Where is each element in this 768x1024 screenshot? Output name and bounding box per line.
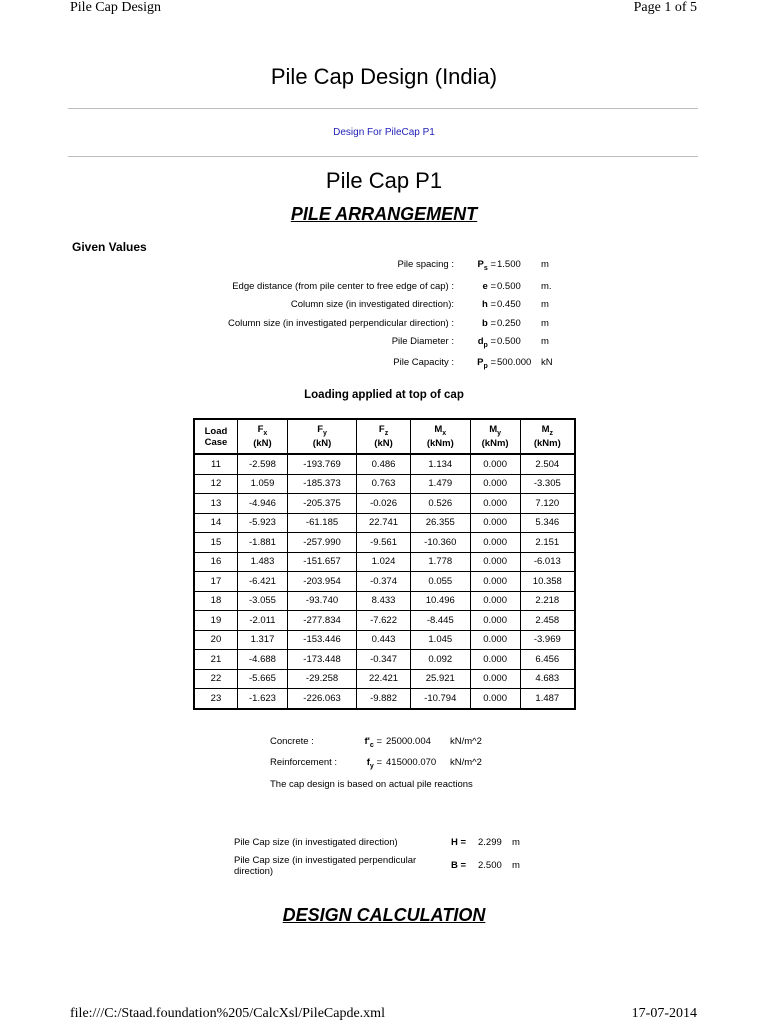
pile-arrangement-heading: PILE ARRANGEMENT bbox=[290, 204, 478, 224]
table-cell: 2.458 bbox=[520, 611, 575, 631]
table-cell: 22.741 bbox=[357, 513, 411, 533]
cap-size-b-unit: m bbox=[512, 860, 520, 871]
footer-file-path: file:///C:/Staad.foundation%205/CalcXsl/PileCapde.xml bbox=[70, 1006, 385, 1021]
footer-date: 17-07-2014 bbox=[631, 1006, 697, 1021]
given-value-label: Column size (in investigated perpendicular direction) : bbox=[227, 318, 454, 329]
given-value-unit: m bbox=[541, 259, 549, 270]
table-cell: -153.446 bbox=[288, 630, 357, 650]
table-cell: 20 bbox=[194, 630, 237, 650]
table-cell: 0.000 bbox=[470, 552, 520, 572]
table-row bbox=[194, 630, 575, 650]
table-cell: -2.011 bbox=[237, 611, 287, 631]
table-cell: 25.921 bbox=[410, 669, 470, 689]
table-cell: 17 bbox=[194, 572, 237, 592]
design-calculation-heading: DESIGN CALCULATION bbox=[282, 905, 486, 925]
table-cell: 1.134 bbox=[410, 454, 470, 474]
given-value-number: 500.000 bbox=[497, 357, 532, 368]
table-cell: 26.355 bbox=[410, 513, 470, 533]
table-row bbox=[194, 513, 575, 533]
table-cell: 0.486 bbox=[357, 454, 411, 474]
table-cell: 23 bbox=[194, 689, 237, 709]
table-cell: 0.000 bbox=[470, 533, 520, 553]
table-cell: 1.778 bbox=[410, 552, 470, 572]
table-cell: 22 bbox=[194, 669, 237, 689]
concrete-unit: kN/m^2 bbox=[450, 736, 482, 747]
table-row bbox=[194, 611, 575, 631]
table-header-cell: $F_z$ (kN) bbox=[357, 419, 411, 454]
cap-size-h-label: Pile Cap size (in investigated direction) bbox=[234, 837, 398, 848]
cap-size-b-symbol: B = bbox=[450, 860, 466, 871]
cap-size-b-label: Pile Cap size (in investigated perpendicular direction) bbox=[234, 855, 417, 877]
divider bbox=[68, 156, 698, 157]
table-cell: 4.683 bbox=[520, 669, 575, 689]
given-value-symbol: e = bbox=[482, 281, 496, 292]
table-cell: 12 bbox=[194, 474, 237, 494]
reinforcement-label: Reinforcement : bbox=[270, 757, 338, 768]
page-title: Pile Cap Design (India) bbox=[270, 64, 498, 89]
table-cell: 10.358 bbox=[520, 572, 575, 592]
table-cell: -10.794 bbox=[410, 689, 470, 709]
table-cell: -4.946 bbox=[237, 494, 287, 514]
table-cell: -10.360 bbox=[410, 533, 470, 553]
table-cell: 1.024 bbox=[357, 552, 411, 572]
table-header-cell: $M_x$ (kNm) bbox=[410, 419, 470, 454]
table-cell: -5.665 bbox=[237, 669, 287, 689]
design-basis-note: The cap design is based on actual pile reactions bbox=[270, 779, 473, 790]
table-cell: 1.045 bbox=[410, 630, 470, 650]
table-cell: -4.688 bbox=[237, 650, 287, 670]
table-cell: -0.347 bbox=[357, 650, 411, 670]
table-row bbox=[194, 533, 575, 553]
table-row bbox=[194, 669, 575, 689]
given-value-unit: m bbox=[541, 336, 549, 347]
table-cell: 21 bbox=[194, 650, 237, 670]
table-cell: 0.763 bbox=[357, 474, 411, 494]
table-cell: 0.000 bbox=[470, 474, 520, 494]
given-value-number: 1.500 bbox=[497, 259, 521, 270]
given-value-unit: m. bbox=[541, 281, 552, 292]
table-cell: -29.258 bbox=[288, 669, 357, 689]
table-cell: 0.443 bbox=[357, 630, 411, 650]
table-cell: 1.479 bbox=[410, 474, 470, 494]
table-row bbox=[194, 572, 575, 592]
cap-size-h-value: 2.299 bbox=[478, 837, 502, 848]
table-cell: 16 bbox=[194, 552, 237, 572]
given-value-number: 0.500 bbox=[497, 281, 521, 292]
table-cell: -226.063 bbox=[288, 689, 357, 709]
table-cell: 0.092 bbox=[410, 650, 470, 670]
given-value-symbol: $d_p$ = bbox=[477, 336, 496, 349]
table-cell: 2.218 bbox=[520, 591, 575, 611]
pile-cap-title: Pile Cap P1 bbox=[325, 168, 443, 193]
given-value-number: 0.250 bbox=[497, 318, 521, 329]
table-cell: -61.185 bbox=[288, 513, 357, 533]
table-cell: -6.421 bbox=[237, 572, 287, 592]
table-cell: 2.504 bbox=[520, 454, 575, 474]
table-cell: -1.881 bbox=[237, 533, 287, 553]
given-value-symbol: h = bbox=[481, 299, 496, 310]
given-value-label: Column size (in investigated direction): bbox=[290, 299, 454, 310]
table-cell: 18 bbox=[194, 591, 237, 611]
given-value-number: 0.500 bbox=[497, 336, 521, 347]
table-cell: -173.448 bbox=[288, 650, 357, 670]
table-cell: -257.990 bbox=[288, 533, 357, 553]
table-cell: 1.317 bbox=[237, 630, 287, 650]
table-cell: -203.954 bbox=[288, 572, 357, 592]
loading-table bbox=[193, 418, 576, 710]
header-page-number: Page 1 of 5 bbox=[633, 0, 697, 15]
table-header-cell: $F_x$ (kN) bbox=[237, 419, 287, 454]
table-cell: 0.000 bbox=[470, 591, 520, 611]
given-value-symbol: $P_s$ = bbox=[477, 259, 496, 272]
table-cell: 15 bbox=[194, 533, 237, 553]
table-cell: 0.055 bbox=[410, 572, 470, 592]
table-cell: -9.882 bbox=[357, 689, 411, 709]
table-cell: -93.740 bbox=[288, 591, 357, 611]
concrete-label: Concrete : bbox=[270, 736, 314, 747]
table-cell: -6.013 bbox=[520, 552, 575, 572]
given-value-label: Pile Capacity : bbox=[393, 357, 454, 368]
cap-size-h-symbol: H = bbox=[450, 837, 466, 848]
table-header-cell: Load Case bbox=[194, 419, 237, 454]
given-value-unit: m bbox=[541, 318, 549, 329]
table-cell: -185.373 bbox=[288, 474, 357, 494]
given-value-symbol: $P_p$ = bbox=[477, 357, 496, 370]
reinforcement-unit: kN/m^2 bbox=[450, 757, 482, 768]
table-cell: -1.623 bbox=[237, 689, 287, 709]
table-cell: -0.026 bbox=[357, 494, 411, 514]
given-value-symbol: b = bbox=[481, 318, 496, 329]
table-cell: -5.923 bbox=[237, 513, 287, 533]
table-row bbox=[194, 591, 575, 611]
table-cell: 0.000 bbox=[470, 689, 520, 709]
given-value-unit: m bbox=[541, 299, 549, 310]
table-row bbox=[194, 454, 575, 474]
table-row bbox=[194, 552, 575, 572]
table-cell: 7.120 bbox=[520, 494, 575, 514]
table-cell: 0.000 bbox=[470, 454, 520, 474]
table-cell: 0.000 bbox=[470, 513, 520, 533]
table-cell: 14 bbox=[194, 513, 237, 533]
table-header-cell: $M_z$ (kNm) bbox=[520, 419, 575, 454]
concrete-symbol: $f'_c$ = bbox=[364, 736, 382, 749]
table-cell: -9.561 bbox=[357, 533, 411, 553]
table-cell: 11 bbox=[194, 454, 237, 474]
table-cell: 1.059 bbox=[237, 474, 287, 494]
table-row bbox=[194, 650, 575, 670]
table-cell: 0.000 bbox=[470, 650, 520, 670]
table-cell: 13 bbox=[194, 494, 237, 514]
table-cell: 8.433 bbox=[357, 591, 411, 611]
header-doc-title: Pile Cap Design bbox=[70, 0, 161, 15]
table-cell: -0.374 bbox=[357, 572, 411, 592]
table-cell: 0.000 bbox=[470, 494, 520, 514]
table-cell: 0.000 bbox=[470, 630, 520, 650]
table-header-cell: $F_y$ (kN) bbox=[288, 419, 357, 454]
table-cell: -3.305 bbox=[520, 474, 575, 494]
cap-size-b-value: 2.500 bbox=[478, 860, 502, 871]
given-value-label: Edge distance (from pile center to free edge of cap) : bbox=[232, 281, 454, 292]
table-cell: -277.834 bbox=[288, 611, 357, 631]
table-cell: -3.055 bbox=[237, 591, 287, 611]
table-cell: 5.346 bbox=[520, 513, 575, 533]
table-row bbox=[194, 494, 575, 514]
cap-size-h-unit: m bbox=[512, 837, 520, 848]
divider bbox=[68, 108, 698, 109]
concrete-value: 25000.004 bbox=[386, 736, 431, 747]
given-value-unit: kN bbox=[541, 357, 553, 368]
reinforcement-symbol: $f_y$ = bbox=[366, 757, 382, 770]
table-cell: 10.496 bbox=[410, 591, 470, 611]
table-cell: 1.487 bbox=[520, 689, 575, 709]
table-cell: 0.000 bbox=[470, 572, 520, 592]
table-cell: 2.151 bbox=[520, 533, 575, 553]
table-cell: 0.000 bbox=[470, 611, 520, 631]
table-row bbox=[194, 689, 575, 709]
table-header-cell: $M_y$ (kNm) bbox=[470, 419, 520, 454]
given-value-label: Pile spacing : bbox=[397, 259, 454, 270]
table-cell: 19 bbox=[194, 611, 237, 631]
given-values-heading: Given Values bbox=[72, 240, 147, 254]
given-value-number: 0.450 bbox=[497, 299, 521, 310]
table-cell: 0.526 bbox=[410, 494, 470, 514]
table-cell: 6.456 bbox=[520, 650, 575, 670]
table-cell: -205.375 bbox=[288, 494, 357, 514]
table-cell: -7.622 bbox=[357, 611, 411, 631]
table-cell: -193.769 bbox=[288, 454, 357, 474]
table-cell: -2.598 bbox=[237, 454, 287, 474]
reinforcement-value: 415000.070 bbox=[386, 757, 437, 768]
table-row bbox=[194, 474, 575, 494]
table-cell: -3.969 bbox=[520, 630, 575, 650]
table-cell: 1.483 bbox=[237, 552, 287, 572]
table-cell: -8.445 bbox=[410, 611, 470, 631]
table-cell: 0.000 bbox=[470, 669, 520, 689]
given-value-label: Pile Diameter : bbox=[391, 336, 454, 347]
loading-heading: Loading applied at top of cap bbox=[304, 389, 464, 401]
design-for-link[interactable]: Design For PileCap P1 bbox=[333, 127, 435, 138]
table-cell: -151.657 bbox=[288, 552, 357, 572]
table-cell: 22.421 bbox=[357, 669, 411, 689]
